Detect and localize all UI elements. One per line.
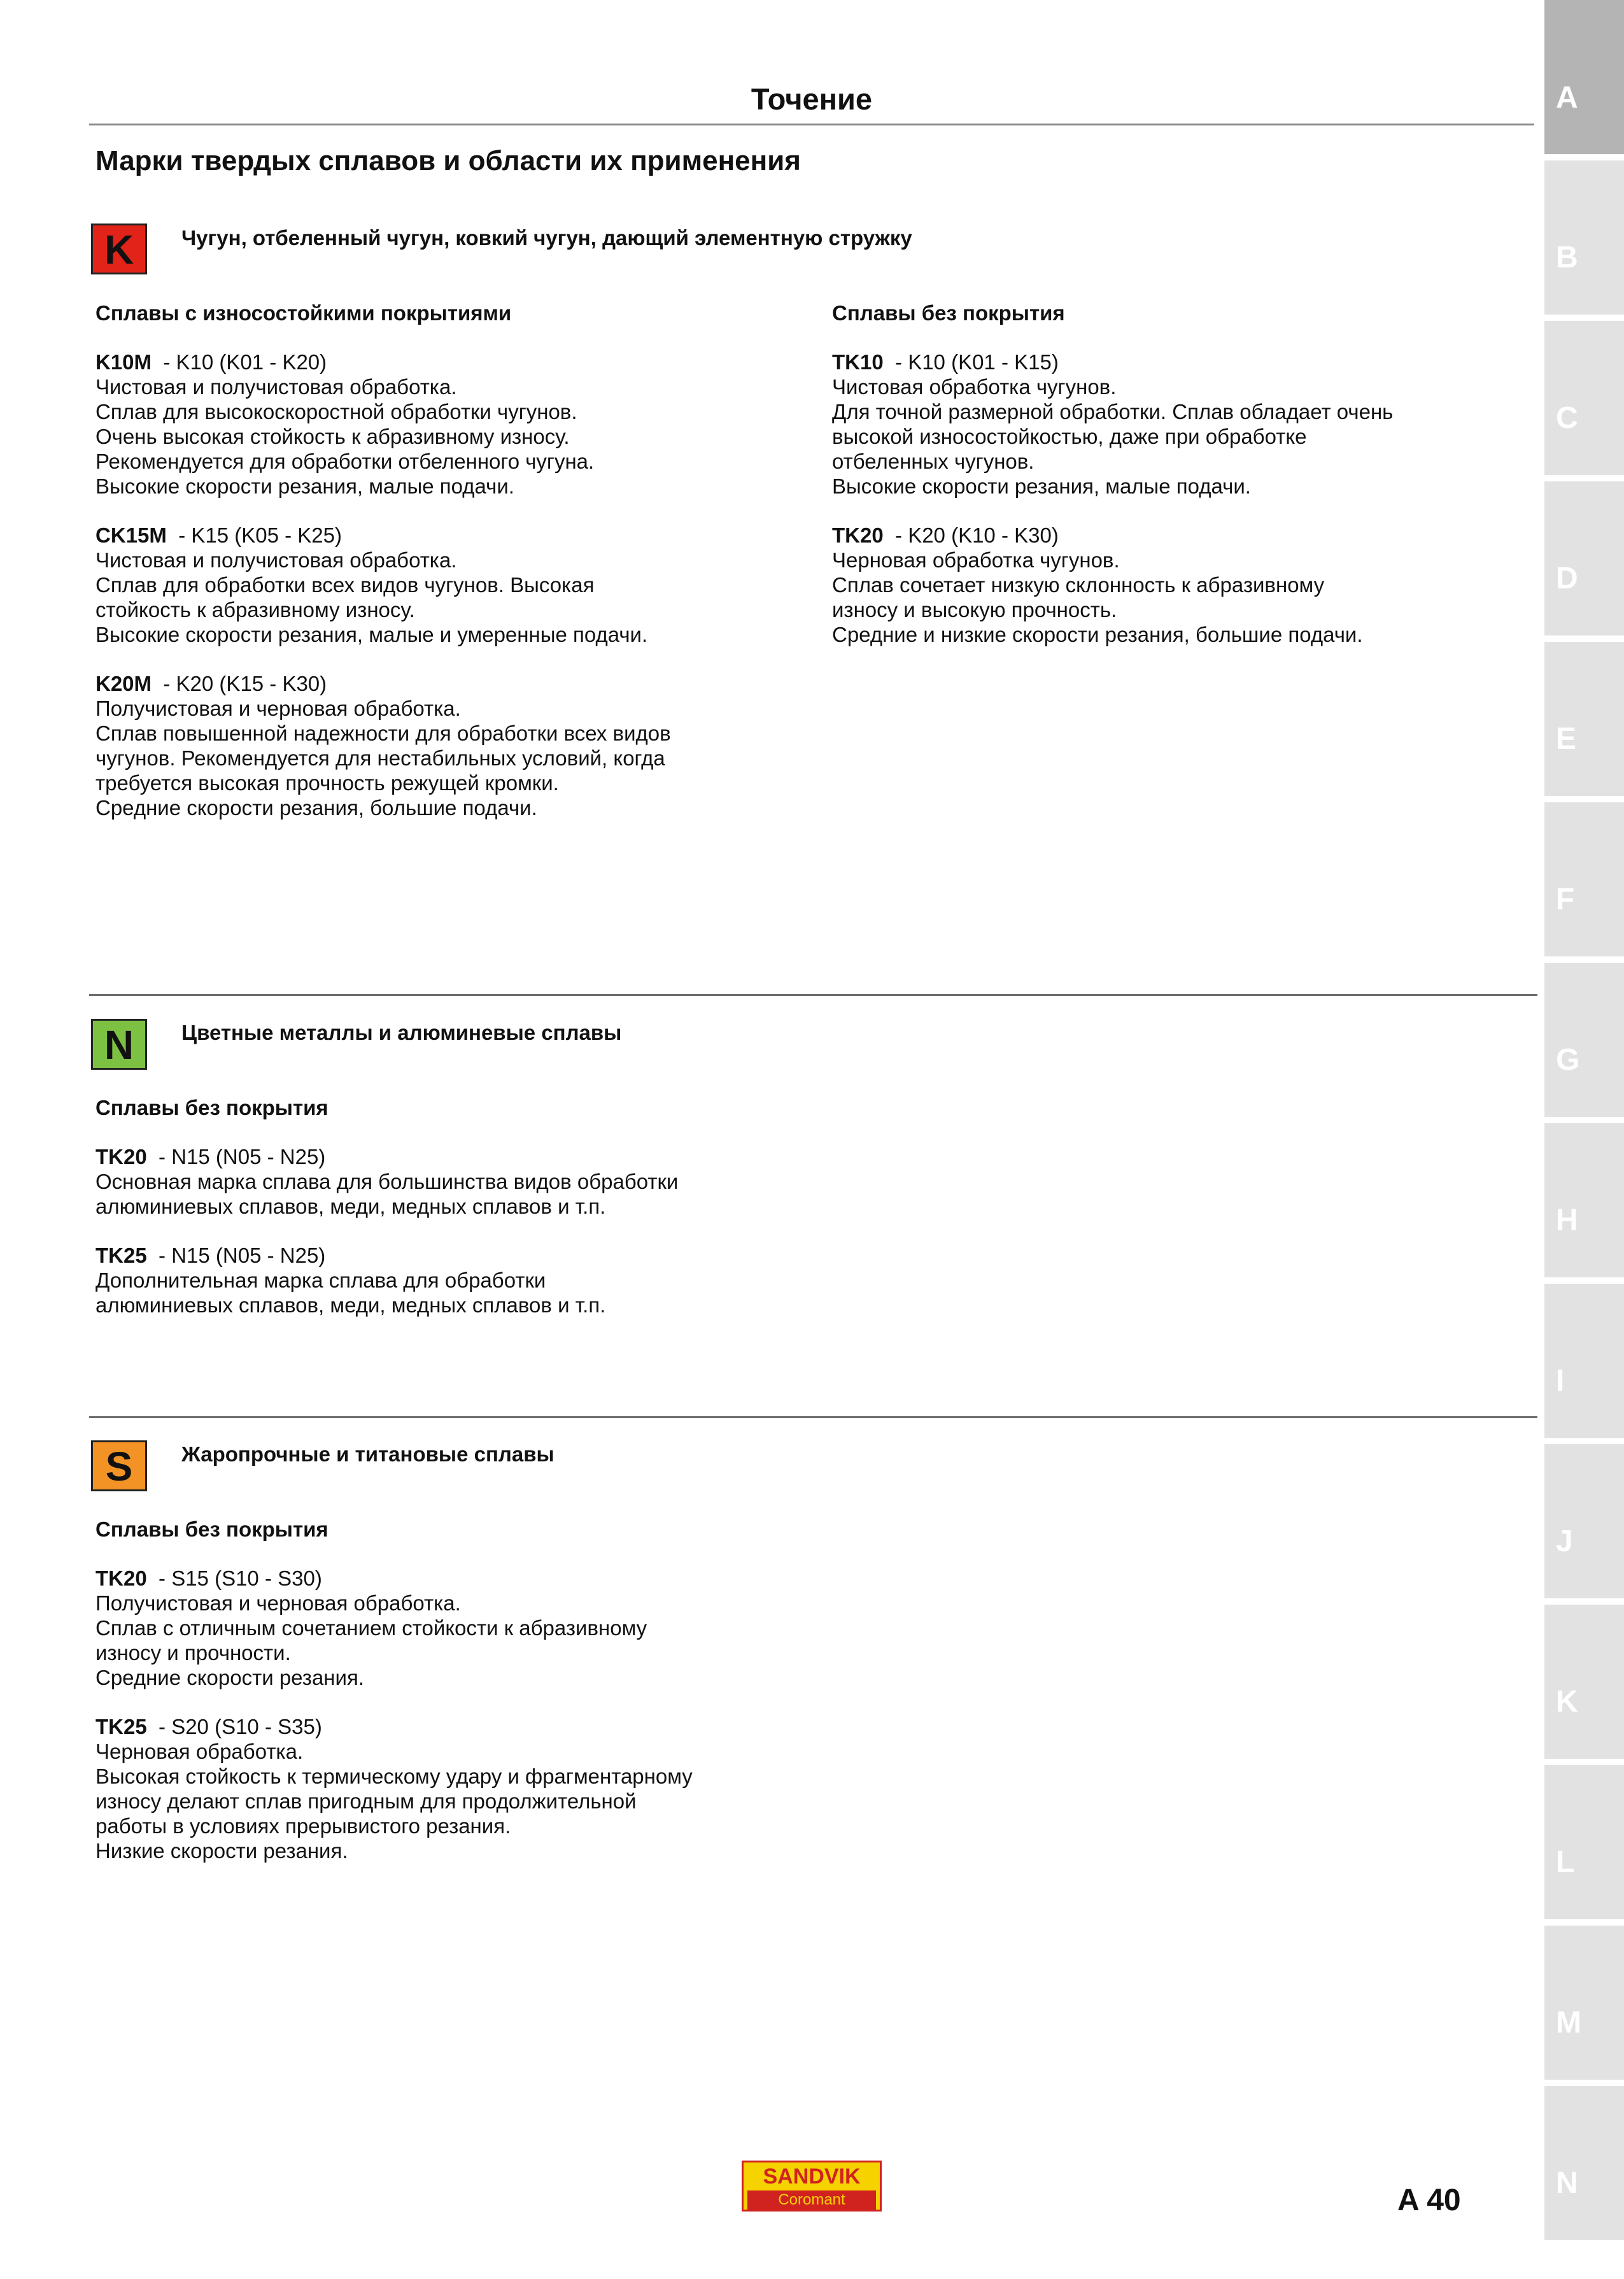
logo-sub: Coromant [747,2190,876,2210]
grade-code: TK25 [95,1244,147,1267]
grade-block-ck15m [95,523,808,647]
grade-text: Низкие скорости резания. [95,1839,348,1863]
grade-spec: - S20 (S10 - S35) [146,1715,322,1738]
grade-text: Высокая стойкость к термическому удару и фрагментарному [95,1764,693,1788]
grade-text: Сплав для высокоскоростной обработки чугунов. [95,400,577,423]
logo-brand: SANDVIK [763,2164,861,2189]
section-heading-k: Чугун, отбеленный чугун, ковкий чугун, дающий элементную стружку [181,226,912,250]
grade-text: Черновая обработка. [95,1740,304,1763]
grade-text: Дополнительная марка сплава для обработки [95,1268,546,1292]
grade-code: TK10 [832,350,884,374]
grade-text: Очень высокая стойкость к абразивному износу. [95,425,570,448]
grade-text: Высокие скорости резания, малые и умеренные подачи. [95,623,648,646]
grade-text: Сплав с отличным сочетанием стойкости к абразивному [95,1616,647,1640]
sandvik-coromant-logo [742,2161,882,2212]
grade-text: Для точной размерной обработки. Сплав обладает очень [832,400,1394,423]
grade-text: высокой износостойкостью, даже при обработке [832,425,1307,448]
side-tab-f[interactable]: F [1544,802,1624,956]
grade-text: Чистовая обработка чугунов. [832,375,1117,399]
grade-block-tk20 [832,523,1545,647]
grade-text: алюминиевых сплавов, меди, медных сплавов и т.п. [95,1195,606,1218]
grade-spec: - N15 (N05 - N25) [146,1244,326,1267]
page-title: Марки твердых сплавов и области их применения [95,145,801,176]
header-divider [89,124,1534,125]
side-tab-j[interactable]: J [1544,1444,1624,1598]
grade-code: TK20 [95,1566,147,1590]
side-tab-n[interactable]: N [1544,2086,1624,2240]
grade-text: Черновая обработка чугунов. [832,548,1120,572]
grade-text: чугунов. Рекомендуется для нестабильных условий, когда [95,746,665,770]
grade-text: износу и высокую прочность. [832,598,1117,621]
grade-spec: - K20 (K10 - K30) [883,523,1059,547]
grade-text: Получистовая и черновая обработка. [95,697,461,720]
grade-block-tk25-s [95,1714,808,1863]
grade-spec: - K10 (K01 - K15) [883,350,1059,374]
grade-spec: - K20 (K15 - K30) [152,672,327,695]
grade-code: TK20 [95,1145,147,1168]
grade-text: Получистовая и черновая обработка. [95,1591,461,1615]
grade-text: отбеленных чугунов. [832,450,1034,473]
grade-text: Высокие скорости резания, малые подачи. [95,474,514,498]
page-number: A 40 [1397,2183,1461,2217]
grade-text: работы в условиях прерывистого резания. [95,1814,511,1838]
grade-text: Средние и низкие скорости резания, большие подачи. [832,623,1363,646]
side-tab-b[interactable]: B [1544,160,1624,315]
grade-text: износу и прочности. [95,1641,291,1665]
grade-text: Средние скорости резания, большие подачи. [95,796,537,820]
grade-text: Высокие скорости резания, малые подачи. [832,474,1251,498]
material-badge-s: S [91,1440,147,1491]
uncoated-grades-column [832,301,1545,671]
material-badge-n: N [91,1019,147,1070]
side-tab-c[interactable]: C [1544,321,1624,475]
grade-block-tk25-n [95,1243,808,1317]
grade-block-tk10 [832,350,1545,499]
side-tab-g[interactable]: G [1544,963,1624,1117]
grade-spec: - K15 (K05 - K25) [166,523,342,547]
grade-spec: - S15 (S10 - S30) [146,1566,322,1590]
grade-block-k10m [95,350,808,499]
s-uncoated-grades-column [95,1517,808,1887]
grade-code: CK15M [95,523,167,547]
grade-code: K20M [95,672,152,695]
side-tab-bar [1544,0,1624,2279]
section-divider [89,994,1537,996]
side-tab-i[interactable]: I [1544,1284,1624,1438]
grade-block-k20m [95,671,808,820]
grade-text: Чистовая и получистовая обработка. [95,375,457,399]
section-divider [89,1416,1537,1418]
coated-grades-column [95,301,808,844]
grade-block-tk20-n [95,1144,808,1219]
grade-text: Рекомендуется для обработки отбеленного чугуна. [95,450,595,473]
grade-spec: - K10 (K01 - K20) [152,350,327,374]
grade-text: износу делают сплав пригодным для продолжительной [95,1789,637,1813]
section-heading-n: Цветные металлы и алюминевые сплавы [181,1021,622,1044]
grade-text: Чистовая и получистовая обработка. [95,548,457,572]
grade-text: Сплав сочетает низкую склонность к абразивному [832,573,1325,597]
grade-text: стойкость к абразивному износу. [95,598,415,621]
side-tab-d[interactable]: D [1544,481,1624,635]
material-badge-k: K [91,224,147,274]
grade-code: TK25 [95,1715,147,1738]
grade-code: TK20 [832,523,884,547]
grade-block-tk20-s [95,1566,808,1690]
section-heading-s: Жаропрочные и титановые сплавы [181,1442,554,1466]
grade-text: Сплав повышенной надежности для обработки всех видов [95,721,671,745]
page-header: Точение [751,82,873,116]
side-tab-m[interactable]: M [1544,1926,1624,2080]
column-heading: Сплавы без покрытия [95,1096,328,1119]
grade-text: Сплав для обработки всех видов чугунов. Высокая [95,573,595,597]
grade-code: K10M [95,350,152,374]
column-heading: Сплавы без покрытия [832,301,1065,325]
side-tab-l[interactable]: L [1544,1765,1624,1919]
grade-spec: - N15 (N05 - N25) [146,1145,326,1168]
side-tab-k[interactable]: K [1544,1605,1624,1759]
side-tab-a[interactable]: A [1544,0,1624,154]
side-tab-h[interactable]: H [1544,1123,1624,1277]
grade-text: алюминиевых сплавов, меди, медных сплавов и т.п. [95,1293,606,1317]
grade-text: требуется высокая прочность режущей кромки. [95,771,559,795]
side-tab-e[interactable]: E [1544,642,1624,796]
n-uncoated-grades-column [95,1096,808,1342]
grade-text: Основная марка сплава для большинства видов обработки [95,1170,679,1193]
grade-text: Средние скорости резания. [95,1666,364,1689]
column-heading: Сплавы с износостойкими покрытиями [95,301,512,325]
column-heading: Сплавы без покрытия [95,1517,328,1541]
